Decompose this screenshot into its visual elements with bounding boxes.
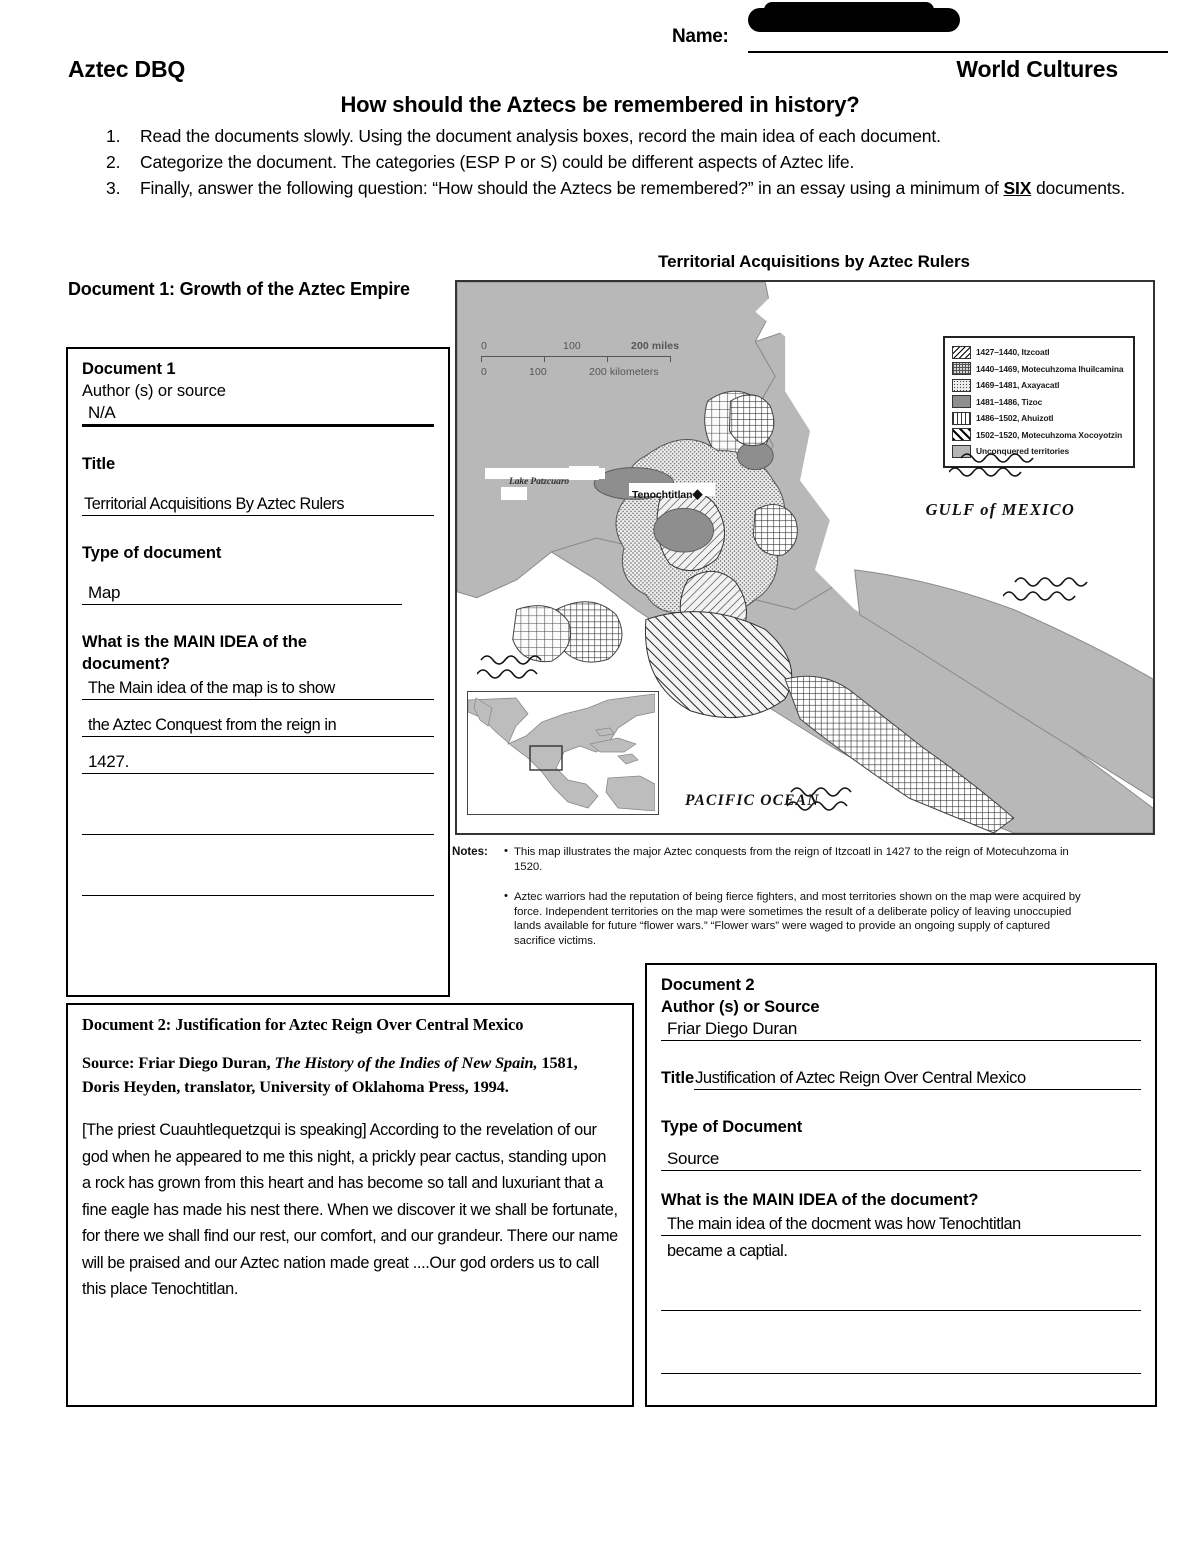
doc2-mainidea-line-3[interactable] (661, 1288, 1141, 1311)
scale-km-200: 200 kilometers (589, 366, 659, 378)
name-write-line[interactable] (748, 51, 1168, 53)
map-scale-bar (481, 340, 701, 381)
legend-swatch-icon (952, 412, 971, 425)
legend-row (952, 362, 1127, 377)
document2-analysis-box (645, 963, 1157, 1407)
doc1-mainidea-line-1[interactable] (82, 677, 434, 700)
doc1-title-label: Title (82, 455, 116, 473)
document1-analysis-box (66, 347, 450, 997)
doc2-type-label: Type of Document (661, 1118, 803, 1136)
instruction-item-2 (100, 150, 1160, 175)
document1-heading: Document 1: Growth of the Aztec Empire (68, 279, 410, 299)
instruction-text-part2: documents. (1031, 178, 1125, 198)
wave-icon (477, 650, 569, 680)
legend-row (952, 411, 1127, 426)
legend-swatch-icon (952, 346, 971, 359)
legend-swatch-icon (952, 362, 971, 375)
legend-label: 1481–1486, Tizoc (976, 396, 1043, 407)
scale-km-100: 100 (529, 366, 547, 378)
page-title: Aztec DBQ (68, 56, 186, 82)
doc2-title-field[interactable] (661, 1067, 1141, 1090)
instruction-item-1 (100, 124, 1160, 149)
document2-source-citation (82, 1051, 618, 1099)
map-frame (455, 280, 1155, 835)
doc1-mainidea-line-3[interactable] (82, 751, 434, 774)
doc1-mainidea-label: What is the MAIN IDEA of the document? (82, 633, 307, 673)
name-label: Name: (672, 26, 729, 47)
doc1-box-title: Document 1 (82, 360, 176, 378)
legend-label: 1440–1469, Motecuhzoma Ihuilcamina (976, 363, 1124, 374)
instruction-text: Categorize the document. The categories (ESP P or S) could be different aspects of Aztec life. (140, 152, 855, 172)
course-name: World Cultures (956, 56, 1118, 82)
doc2-author-label: Author (s) or Source (661, 998, 820, 1016)
doc2-mainidea-line-4[interactable] (661, 1351, 1141, 1374)
document2-excerpt-box (66, 1003, 634, 1407)
label-backdrop (569, 466, 599, 480)
document2-heading: Document 2: Justification for Aztec Reign Over Central Mexico (82, 1015, 524, 1034)
legend-swatch-icon (952, 379, 971, 392)
instruction-number: 3. (106, 178, 121, 198)
doc1-mainidea-value-4 (82, 812, 434, 834)
label-backdrop (501, 487, 527, 500)
map-label-tenochtitlan: Tenochtitlan◆ (632, 486, 703, 501)
doc2-author-value: Friar Diego Duran (667, 1019, 798, 1038)
scale-miles-100: 100 (563, 340, 581, 352)
essay-question: How should the Aztecs be remembered in history? (340, 92, 860, 117)
doc1-author-value: N/A (88, 403, 116, 422)
doc1-author-label: Author (s) or source (82, 382, 226, 400)
doc1-mainidea-line-4[interactable] (82, 812, 434, 835)
instruction-item-3 (100, 176, 1160, 201)
name-redaction-mark (748, 8, 960, 32)
source-work-title: The History of the Indies of New Spain, (274, 1053, 538, 1072)
doc1-mainidea-value-1: The Main idea of the map is to show (88, 679, 335, 697)
scale-km-0: 0 (481, 366, 487, 378)
doc2-title-value: Justification of Aztec Reign Over Central Mexico (694, 1068, 1141, 1090)
legend-label: 1427–1440, Itzcoatl (976, 347, 1050, 358)
doc1-title-field[interactable] (82, 493, 434, 516)
doc1-type-value: Map (88, 583, 121, 602)
map-label-pacific-ocean: PACIFIC OCEAN (685, 792, 820, 809)
scale-miles-200: 200 miles (631, 340, 680, 352)
source-suffix: 1581, Doris Heyden, translator, University of Oklahoma Press, 1994. (82, 1053, 578, 1096)
doc2-mainidea-value-4 (661, 1351, 1141, 1373)
notes-first-block (452, 845, 1092, 874)
doc2-box-title: Document 2 (661, 976, 755, 994)
doc2-mainidea-value-3 (661, 1288, 1141, 1310)
note-bullet-1: • This map illustrates the major Aztec conquests from the reign of Itzcoatl in 1427 to the reign of Motecuhzoma in 1520. (504, 845, 1092, 874)
document2-excerpt-text: [The priest Cuauhtlequetzqui is speaking] According to the revelation of our god when he appeared to me this night, a prickly pear cactus, standing upon a rock has grown from this heart and has become so tall and luxuriant that a fine eagle has made his nest there. When we discover it we shall be fortunate, for there we shall find our rest, our comfort, and our grandeur. There our name will be praised and our Aztec nation made great ....Our god orders us to call this place Tenochtitlan. (82, 1121, 618, 1298)
doc1-mainidea-line-5[interactable] (82, 873, 434, 896)
document1-map-figure (455, 252, 1155, 835)
doc1-mainidea-value-2: the Aztec Conquest from the reign in (88, 716, 337, 734)
map-title: Territorial Acquisitions by Aztec Rulers (658, 252, 970, 271)
map-notes (452, 845, 1092, 949)
inset-locator-map (467, 691, 659, 815)
legend-row (952, 345, 1127, 360)
legend-swatch-icon (952, 428, 971, 441)
legend-row (952, 428, 1127, 443)
legend-label: 1469–1481, Axayacatl (976, 380, 1060, 391)
doc1-mainidea-value-3: 1427. (88, 752, 130, 771)
map-label-lake-patzcuaro: Lake Patzcuaro (509, 477, 570, 487)
doc1-type-field[interactable] (82, 582, 402, 605)
scale-miles-0: 0 (481, 340, 487, 352)
instruction-number: 1. (106, 126, 121, 146)
legend-label: 1486–1502, Ahuizotl (976, 413, 1054, 424)
doc1-type-label: Type of document (82, 544, 222, 562)
source-prefix: Source: Friar Diego Duran, (82, 1053, 275, 1072)
doc2-type-value: Source (667, 1149, 720, 1168)
doc1-author-field[interactable] (82, 402, 434, 427)
legend-label: Unconquered territories (976, 446, 1070, 457)
instruction-text-part1: Finally, answer the following question: “How should the Aztecs be remembered?” in an essay using a minimum of (140, 178, 1004, 198)
instruction-emphasis-six: SIX (1003, 178, 1032, 198)
legend-row (952, 395, 1127, 410)
legend-label: 1502–1520, Motecuhzoma Xocoyotzin (976, 429, 1123, 440)
notes-label: Notes: (452, 845, 488, 858)
doc2-mainidea-line-1[interactable] (661, 1213, 1141, 1236)
doc2-mainidea-value-2: became a captial. (667, 1242, 788, 1260)
legend-swatch-icon (952, 395, 971, 408)
city-name-text: Tenochtitlan (632, 489, 693, 501)
doc2-mainidea-line-2[interactable] (661, 1240, 1141, 1262)
wave-icon (787, 782, 879, 812)
doc1-mainidea-value-5 (82, 873, 434, 895)
doc1-mainidea-line-2[interactable] (82, 714, 434, 737)
doc1-title-value: Territorial Acquisitions By Aztec Rulers (84, 495, 345, 513)
wave-icon (949, 448, 1057, 478)
notes-second-block (452, 890, 1092, 948)
note-bullet-2: • Aztec warriors had the reputation of being fierce fighters, and most territories shown on the map were acquired by force. Independent territories on the map were sometimes the result of a deliberate policy of leaving unoccupied lands available for future “flower wars.” “Flower wars” were waged to provide an ongoing supply of captured sacrifice victims. (504, 890, 1092, 948)
map-label-gulf-of-mexico: GULF of MEXICO (925, 500, 1075, 519)
doc2-mainidea-label: What is the MAIN IDEA of the document? (661, 1191, 979, 1209)
doc2-mainidea-value-1: The main idea of the docment was how Tenochtitlan (667, 1215, 1021, 1233)
doc2-author-field[interactable] (661, 1018, 1141, 1041)
wave-icon (1003, 572, 1111, 602)
instructions-list (100, 124, 1160, 202)
doc2-type-field[interactable] (661, 1148, 1141, 1171)
doc2-title-label: Title (661, 1069, 695, 1087)
legend-row (952, 378, 1127, 393)
instruction-number: 2. (106, 152, 121, 172)
instruction-text: Read the documents slowly. Using the document analysis boxes, record the main idea of each document. (140, 126, 941, 146)
